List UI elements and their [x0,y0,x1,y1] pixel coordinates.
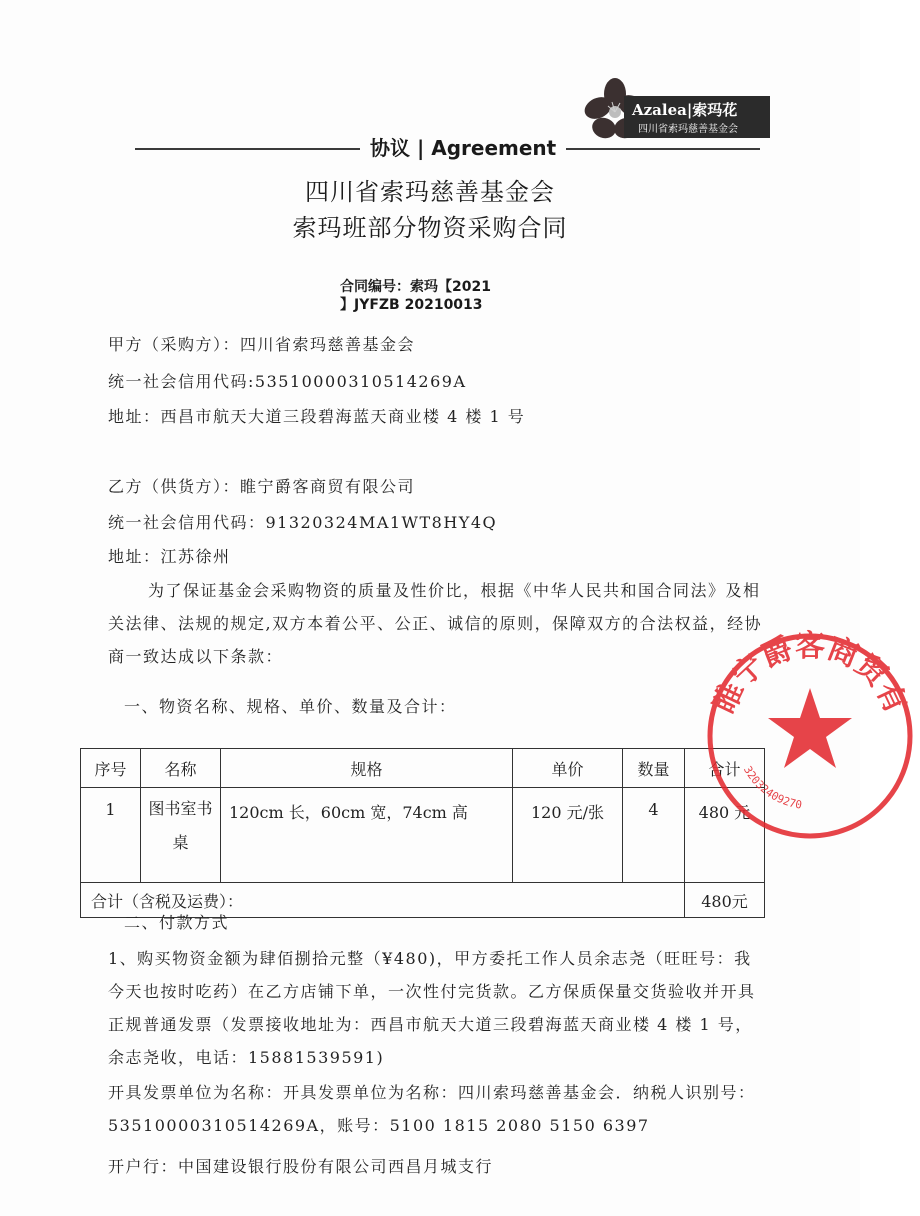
bank-line: 开户行：中国建设银行股份有限公司西昌月城支行 [108,1157,494,1176]
item-name: 图书室书桌 [141,788,221,883]
total-label: 合计（含税及运费）： [81,883,685,918]
row-number: 1 [81,788,141,883]
seal-text: 睢宁爵客商贸有 [706,629,914,719]
party-a-credit-code: 统一社会信用代码:53510000310514269A [108,372,467,391]
svg-text:32032409270 [741,764,803,812]
doc-title-line2: 索玛班部分物资采购合同 [292,214,568,242]
logo-brand: Azalea|索玛花 [632,101,738,119]
section1-title: 一、物资名称、规格、单价、数量及合计： [124,697,457,716]
item-total: 480 元 [685,788,765,883]
preamble-paragraph: 为了保证基金会采购物资的质量及性价比，根据《中华人民共和国合同法》及相关法律、法规的规定,双方本着公平、公正、诚信的原则，保障双方的合法权益，经协商一致达成以下条款： [108,581,763,666]
item-spec: 120cm 长，60cm 宽，74cm 高 [221,788,513,883]
company-seal-stamp [700,626,920,846]
seal-number: 32032409270 [740,763,803,812]
party-b-address: 地址：江苏徐州 [108,547,231,566]
table-header-cell: 规格 [221,749,513,788]
invoice-paragraph: 开具发票单位为名称：开具发票单位为名称：四川索玛慈善基金会．纳税人识别号：53510000310514269A，账号：5100 1815 2080 5150 6397 [108,1083,756,1135]
table-header-cell: 名称 [141,749,221,788]
logo-subtitle: 四川省索玛慈善基金会 [638,124,738,135]
contract-number-line2: 】JYFZB 20210013 [340,297,483,313]
table-header-cell: 合计 [685,749,765,788]
party-a-address: 地址：西昌市航天大道三段碧海蓝天商业楼 4 楼 1 号 [108,407,526,426]
section2-title: 二、付款方式 [124,913,230,932]
agreement-label: 协议 | Agreement [360,132,566,161]
logo-banner [624,96,770,138]
materials-table [80,748,765,918]
contract-number-line1: 合同编号：索玛【2021 [340,279,491,295]
table-header-cell: 数量 [623,749,685,788]
item-quantity: 4 [623,788,685,883]
table-row [81,788,765,883]
table-header-row [81,749,765,788]
party-a-name: 甲方（采购方）：四川省索玛慈善基金会 [108,335,416,354]
party-b-name: 乙方（供货方）：睢宁爵客商贸有限公司 [108,477,416,496]
item-unit-price: 120 元/张 [513,788,623,883]
table-header-cell: 单价 [513,749,623,788]
contract-number [340,278,540,314]
table-header-cell: 序号 [81,749,141,788]
total-value: 480元 [685,883,765,918]
party-b-credit-code: 统一社会信用代码：91320324MA1WT8HY4Q [108,513,498,532]
payment-paragraph: 1、购买物资金额为肆佰捌拾元整（¥480)，甲方委托工作人员余志尧（旺旺号：我今天也按时吃药）在乙方店铺下单，一次性付完货款。乙方保质保量交货验收并开具正规普通发票（发票接收地址为：西昌市航天大道三段碧海蓝天商业楼 4 楼 1 号，余志尧收，电话：15881539591) [108,949,756,1067]
foundation-logo [584,76,774,148]
doc-title-line1: 四川省索玛慈善基金会 [305,178,555,206]
